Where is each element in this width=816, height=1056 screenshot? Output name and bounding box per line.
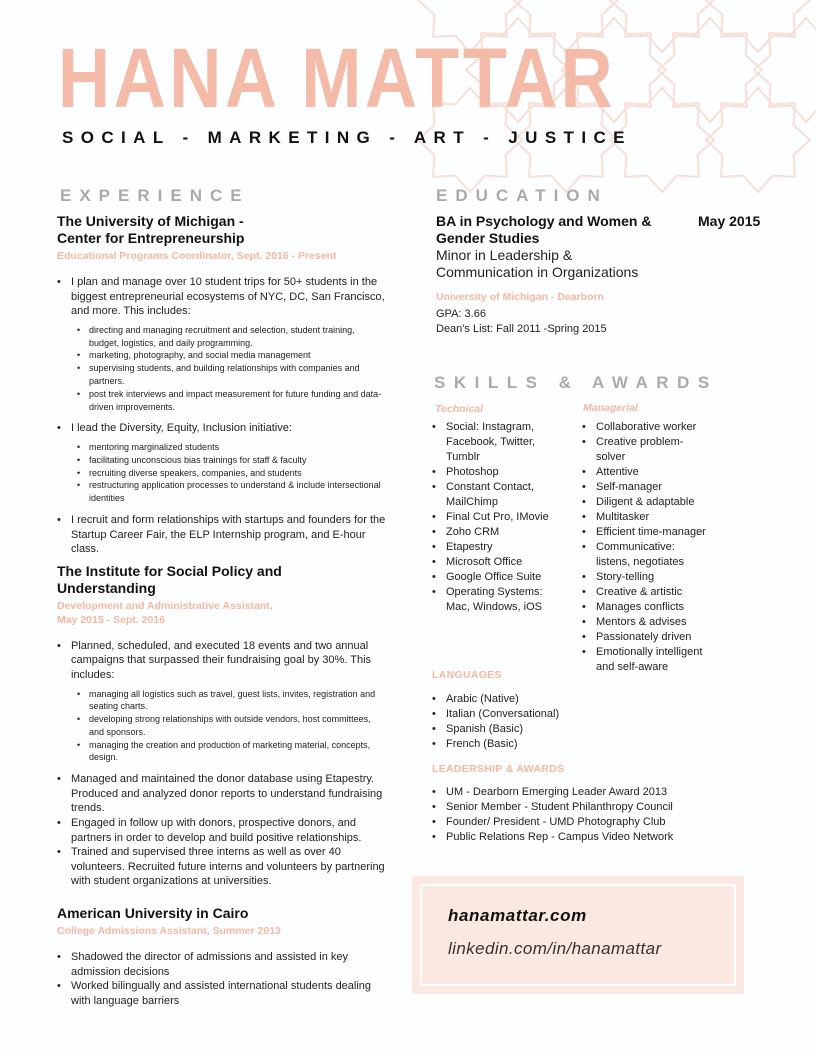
sub-bullet-item: • directing and managing recruitment and selection, student training, budget, logistics, and daily programming. (75, 324, 387, 350)
skill-item: • Emotionally intelligent and self-aware (582, 645, 712, 675)
bullet-item: • Planned, scheduled, and executed 18 events and two annual campaigns that surpassed their fundraising goal by 30%. This includes: (57, 639, 387, 683)
graduation-date: May 2015 (698, 213, 761, 229)
sub-bullet-item: • mentoring marginalized students (75, 441, 387, 454)
sub-bullets (75, 441, 387, 505)
sub-bullet-item: • managing all logistics such as travel, guest lists, invites, registration and seating charts. (75, 688, 387, 714)
managerial-title: Managerial (583, 402, 638, 414)
leadership-list (432, 785, 722, 845)
bullet-item: • I lead the Diversity, Equity, Inclusion initiative: (57, 421, 387, 436)
job-role (57, 924, 387, 938)
skill-item: • Communicative: listens, negotiates (582, 540, 712, 570)
bullet-item: • Shadowed the director of admissions and assisted in key admission decisions (57, 950, 387, 979)
sub-bullets (75, 688, 387, 765)
experience-heading: EXPERIENCE (60, 186, 250, 205)
pattern-star-shape (706, 88, 810, 192)
managerial-skills-list (582, 420, 712, 675)
gpa: GPA: 3.66 (436, 308, 486, 320)
sub-bullet-item: • managing the creation and production of marketing material, concepts, design. (75, 739, 387, 765)
bullet-item: • Trained and supervised three interns as well as over 40 volunteers. Recruited future interns and volunteers by partnering with student organizations at universities. (57, 845, 387, 889)
skills-heading: SKILLS & AWARDS (434, 373, 718, 392)
skill-item: • Creative problem-solver (582, 435, 712, 465)
job-bullets (57, 639, 387, 889)
skill-item: • Senior Member - Student Philanthropy Council (432, 800, 722, 815)
school-name: University of Michigan - Dearborn (436, 291, 605, 303)
skill-item: • Google Office Suite (432, 570, 550, 585)
skill-item: • Passionately driven (582, 630, 712, 645)
skill-item: • Creative & artistic (582, 585, 712, 600)
contact-box (412, 876, 744, 994)
job-entry (57, 905, 387, 1008)
sub-bullet-item: • post trek interviews and impact measurement for future funding and data-driven improvements. (75, 388, 387, 414)
sub-bullet-item: • recruiting diverse speakers, companies, and students (75, 467, 387, 480)
skill-item: • Zoho CRM (432, 525, 550, 540)
languages-title: LANGUAGES (432, 669, 502, 681)
skill-item: • Constant Contact, MailChimp (432, 480, 550, 510)
skill-item: • Manages conflicts (582, 600, 712, 615)
sub-bullet-item: • restructuring application processes to understand & include intersectional identities (75, 479, 387, 505)
job-role-line: May 2015 - Sept. 2016 (57, 613, 165, 626)
skill-item: • Arabic (Native) (432, 692, 632, 707)
degree-title: BA in Psychology and Women & Gender Studies (436, 213, 652, 246)
job-organization: American University in Cairo (57, 905, 249, 922)
job-role-line: College Admissions Assistant, Summer 2013 (57, 925, 281, 938)
leadership-title: LEADERSHIP & AWARDS (432, 763, 565, 775)
job-organization: The University of Michigan - (57, 213, 244, 229)
skill-item: • Founder/ President - UMD Photography Club (432, 815, 722, 830)
job-role-line: Educational Programs Coordinator, Sept. 2016 - Present (57, 250, 337, 262)
pattern-star-shape (706, 0, 810, 52)
sub-bullet-item: • facilitating unconscious bias trainings for staff & faculty (75, 454, 387, 467)
bullet-item: • I plan and manage over 10 student trips for 50+ students in the biggest entrepreneurial ecosystems of NYC, DC, San Francisco, and more. This includes: (57, 275, 387, 319)
skill-item: • French (Basic) (432, 737, 632, 752)
skill-item: • UM - Dearborn Emerging Leader Award 2013 (432, 785, 722, 800)
pattern-star-shape (610, 0, 714, 52)
job-role (57, 599, 387, 627)
education-heading: EDUCATION (436, 186, 608, 205)
skill-item: • Efficient time-manager (582, 525, 712, 540)
candidate-name: HANA MATTAR (58, 31, 617, 125)
technical-title: Technical (435, 403, 484, 415)
skill-item: • Final Cut Pro, IMovie (432, 510, 550, 525)
job-bullets (57, 950, 387, 1008)
skill-item: • Social: Instagram, Facebook, Twitter, Tumblr (432, 420, 550, 465)
skill-item: • Etapestry (432, 540, 550, 555)
skill-item: • Collaborative worker (582, 420, 712, 435)
job-organization: Understanding (57, 579, 156, 596)
bullet-item: • I recruit and form relationships with startups and founders for the Startup Career Fair, the ELP Internship program, and E-hour class. (57, 513, 387, 557)
sub-bullet-item: • marketing, photography, and social media management (75, 349, 387, 362)
pattern-star-shape (658, 18, 762, 122)
skill-item: • Microsoft Office (432, 555, 550, 570)
bullet-item: • Worked bilingually and assisted international students dealing with language barriers (57, 979, 387, 1008)
job-organization: Center for Entrepreneurship (57, 230, 245, 246)
skill-item: • Diligent & adaptable (582, 495, 712, 510)
minor-title: Minor in Leadership & Communication in Organizations (436, 247, 639, 280)
technical-skills-list (432, 420, 550, 615)
deans-list: Dean's List: Fall 2011 -Spring 2015 (436, 323, 607, 335)
skill-item: • Operating Systems: Mac, Windows, iOS (432, 585, 550, 615)
skill-item: • Self-manager (582, 480, 712, 495)
job-entry (57, 563, 387, 889)
experience-section (57, 213, 387, 1008)
sub-bullet-item: • supervising students, and building relationships with companies and partners. (75, 362, 387, 388)
sub-bullet-item: • developing strong relationships with outside vendors, host committees, and sponsors. (75, 713, 387, 739)
skill-item: • Mentors & advises (582, 615, 712, 630)
languages-list (432, 692, 632, 752)
job-role (57, 249, 387, 263)
linkedin-link[interactable]: linkedin.com/in/hanamattar (448, 939, 662, 958)
tagline: SOCIAL - MARKETING - ART - JUSTICE (62, 128, 632, 147)
skill-item: • Attentive (582, 465, 712, 480)
job-bullets (57, 275, 387, 557)
bullet-item: • Managed and maintained the donor database using Etapestry. Produced and analyzed donor reports to understand fundraising trends. (57, 772, 387, 816)
education-block (436, 213, 656, 281)
bullet-item: • Engaged in follow up with donors, prospective donors, and partners in order to develop and build positive relationships. (57, 816, 387, 845)
skill-item: • Public Relations Rep - Campus Video Network (432, 830, 722, 845)
skill-item: • Story-telling (582, 570, 712, 585)
sub-bullets (75, 324, 387, 414)
skill-item: • Photoshop (432, 465, 550, 480)
job-organization: The Institute for Social Policy and (57, 562, 282, 579)
job-entry (57, 213, 387, 557)
skill-item: • Italian (Conversational) (432, 707, 632, 722)
skill-item: • Spanish (Basic) (432, 722, 632, 737)
job-role-line: Development and Administrative Assistant, (57, 599, 273, 612)
website-link[interactable]: hanamattar.com (448, 906, 587, 925)
skill-item: • Multitasker (582, 510, 712, 525)
